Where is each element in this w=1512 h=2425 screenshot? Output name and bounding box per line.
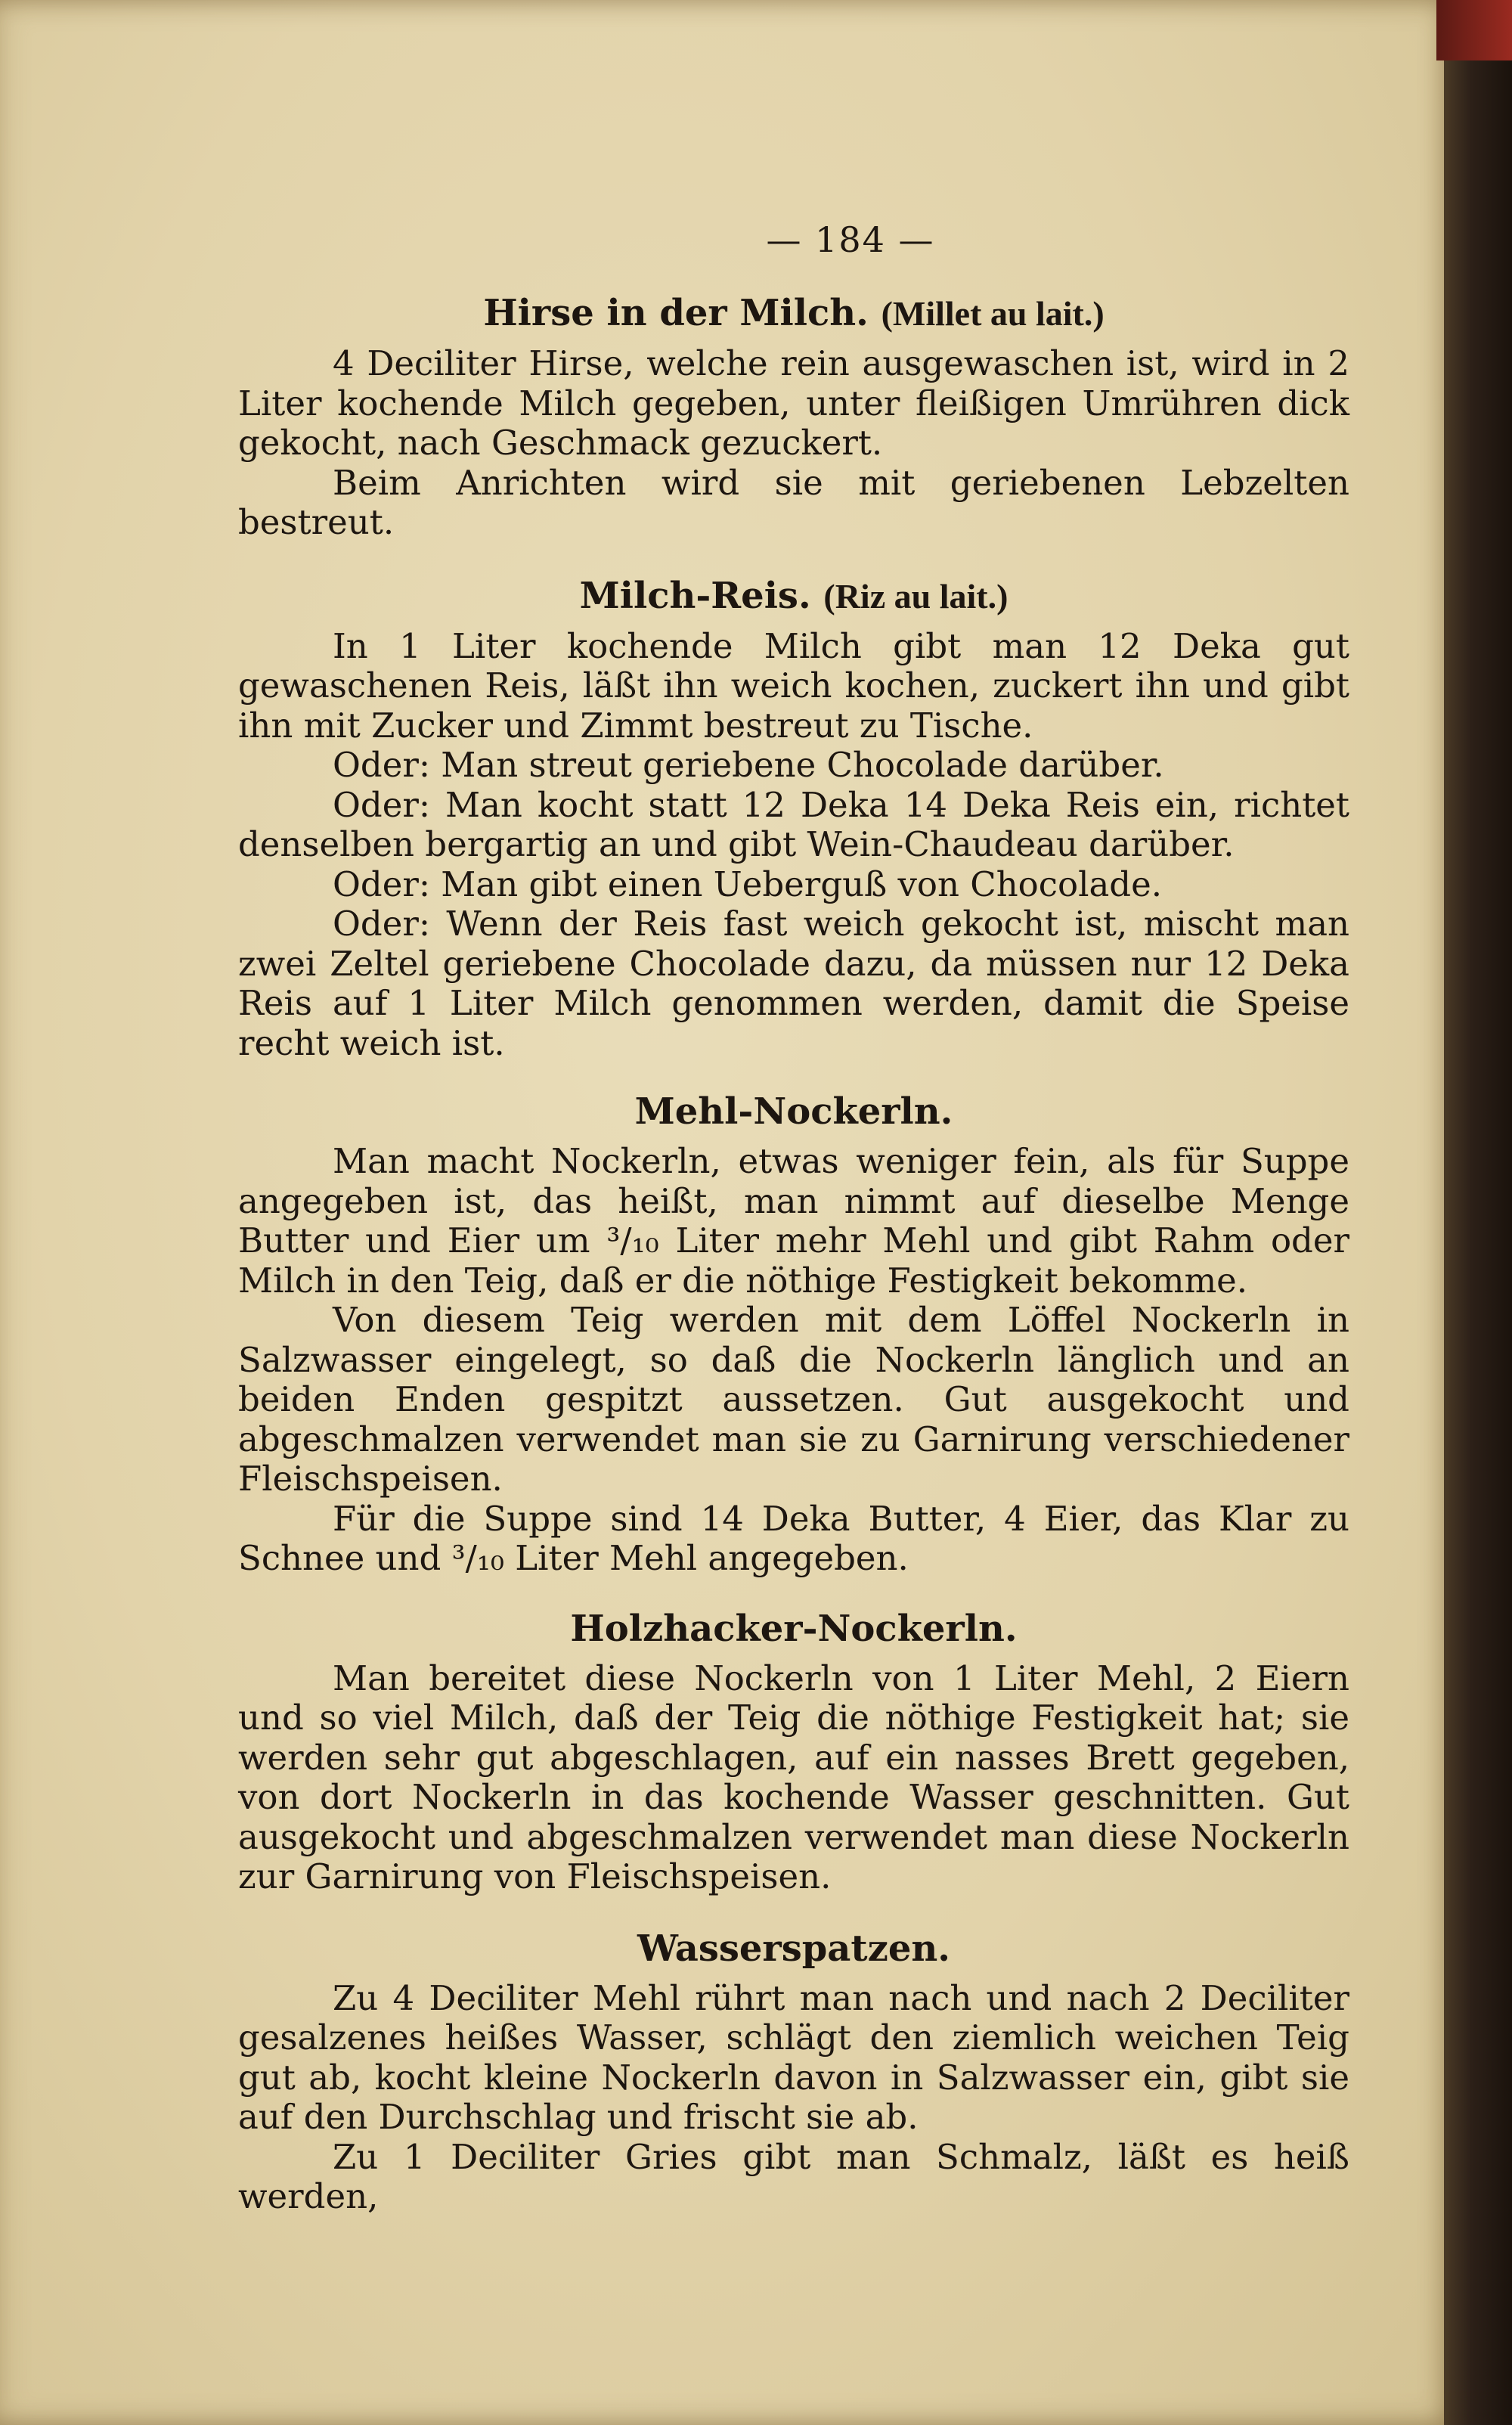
- recipe-paragraph: Zu 4 Deciliter Mehl rührt man nach und nach 2 Deciliter gesalzenes heißes Wasser, schlägt den ziemlich weichen Teig gut ab, kocht kleine Nockerln davon in Salzwasser ein, gibt sie auf den Durchschlag und frischt sie ab.: [238, 1977, 1349, 2137]
- recipe-title-french: (Riz au lait.): [823, 576, 1009, 616]
- recipe-title-french: (Millet au lait.): [881, 294, 1105, 333]
- recipe-paragraph: In 1 Liter kochende Milch gibt man 12 Deka gut gewaschenen Reis, läßt ihn weich kochen, zuckert ihn und gibt ihn mit Zucker und Zimmt bestreut zu Tische.: [238, 625, 1349, 746]
- page-number: — 184 —: [766, 219, 935, 260]
- recipe-title-german: Wasserspatzen.: [637, 1927, 950, 1970]
- recipe-paragraph: Oder: Man kocht statt 12 Deka 14 Deka Reis ein, richtet denselben bergartig an und gibt Wein-Chaudeau darüber.: [238, 784, 1349, 864]
- recipe-holzhacker-nockerln: [238, 1605, 1349, 1897]
- recipe-milch-reis: [238, 572, 1349, 1064]
- page-content: [238, 219, 1349, 2243]
- recipe-title-german: Milch-Reis.: [579, 574, 811, 617]
- recipe-paragraph: Oder: Man streut geriebene Chocolade darüber.: [333, 745, 1164, 785]
- recipe-paragraph: Beim Anrichten wird sie mit geriebenen Lebzelten bestreut.: [238, 462, 1349, 542]
- recipe-hirse-in-der-milch: [238, 289, 1349, 543]
- recipe-paragraph: Man bereitet diese Nockerln von 1 Liter Mehl, 2 Eiern und so viel Milch, daß der Teig die nöthige Festigkeit hat; sie werden sehr gut abgeschlagen, auf ein nasses Brett gegeben, von dort Nockerln in das kochende Wasser geschnitten. Gut ausgekocht und abgeschmalzen verwendet man diese Nockerln zur Garnirung von Fleischspeisen.: [238, 1657, 1349, 1896]
- recipe-title: [238, 1087, 1349, 1136]
- recipe-title-german: Mehl-Nockerln.: [634, 1090, 953, 1133]
- recipe-title-german: Holzhacker-Nockerln.: [570, 1607, 1018, 1650]
- binding-mark: [1436, 0, 1512, 60]
- recipe-wasserspatzen: [238, 1924, 1349, 2217]
- scan-background-edge: [1444, 0, 1512, 2425]
- recipe-paragraph: Für die Suppe sind 14 Deka Butter, 4 Eier, das Klar zu Schnee und ³/₁₀ Liter Mehl angegeben.: [238, 1498, 1349, 1578]
- recipe-title: [238, 1605, 1349, 1653]
- recipe-paragraph: Von diesem Teig werden mit dem Löffel Nockerln in Salzwasser eingelegt, so daß die Nockerln länglich und an beiden Enden gespitzt aussetzen. Gut ausgekocht und abgeschmalzen verwendet man sie zu Garnirung verschiedener Fleischspeisen.: [238, 1300, 1349, 1499]
- recipe-title-german: Hirse in der Milch.: [483, 292, 869, 334]
- recipe-paragraph: Oder: Man gibt einen Ueberguß von Chocolade.: [333, 864, 1163, 904]
- recipe-paragraph: Man macht Nockerln, etwas weniger fein, als für Suppe angegeben ist, das heißt, man nimmt auf dieselbe Menge Butter und Eier um ³/₁₀ Liter mehr Mehl und gibt Rahm oder Milch in den Teig, daß er die nöthige Festigkeit bekomme.: [238, 1141, 1349, 1301]
- recipe-paragraph: 4 Deciliter Hirse, welche rein ausgewaschen ist, wird in 2 Liter kochende Milch gegeben, unter fleißigen Umrühren dick gekocht, nach Geschmack gezuckert.: [238, 343, 1349, 463]
- recipe-title: [238, 1924, 1349, 1973]
- recipe-title: [238, 572, 1349, 621]
- recipe-paragraph: Zu 1 Deciliter Gries gibt man Schmalz, läßt es heiß werden,: [238, 2136, 1349, 2216]
- recipe-paragraph: Oder: Wenn der Reis fast weich gekocht ist, mischt man zwei Zeltel geriebene Chocolade dazu, da müssen nur 12 Deka Reis auf 1 Liter Milch genommen werden, damit die Speise recht weich ist.: [238, 904, 1349, 1063]
- recipe-title: [238, 289, 1349, 338]
- recipe-mehl-nockerln: [238, 1087, 1349, 1579]
